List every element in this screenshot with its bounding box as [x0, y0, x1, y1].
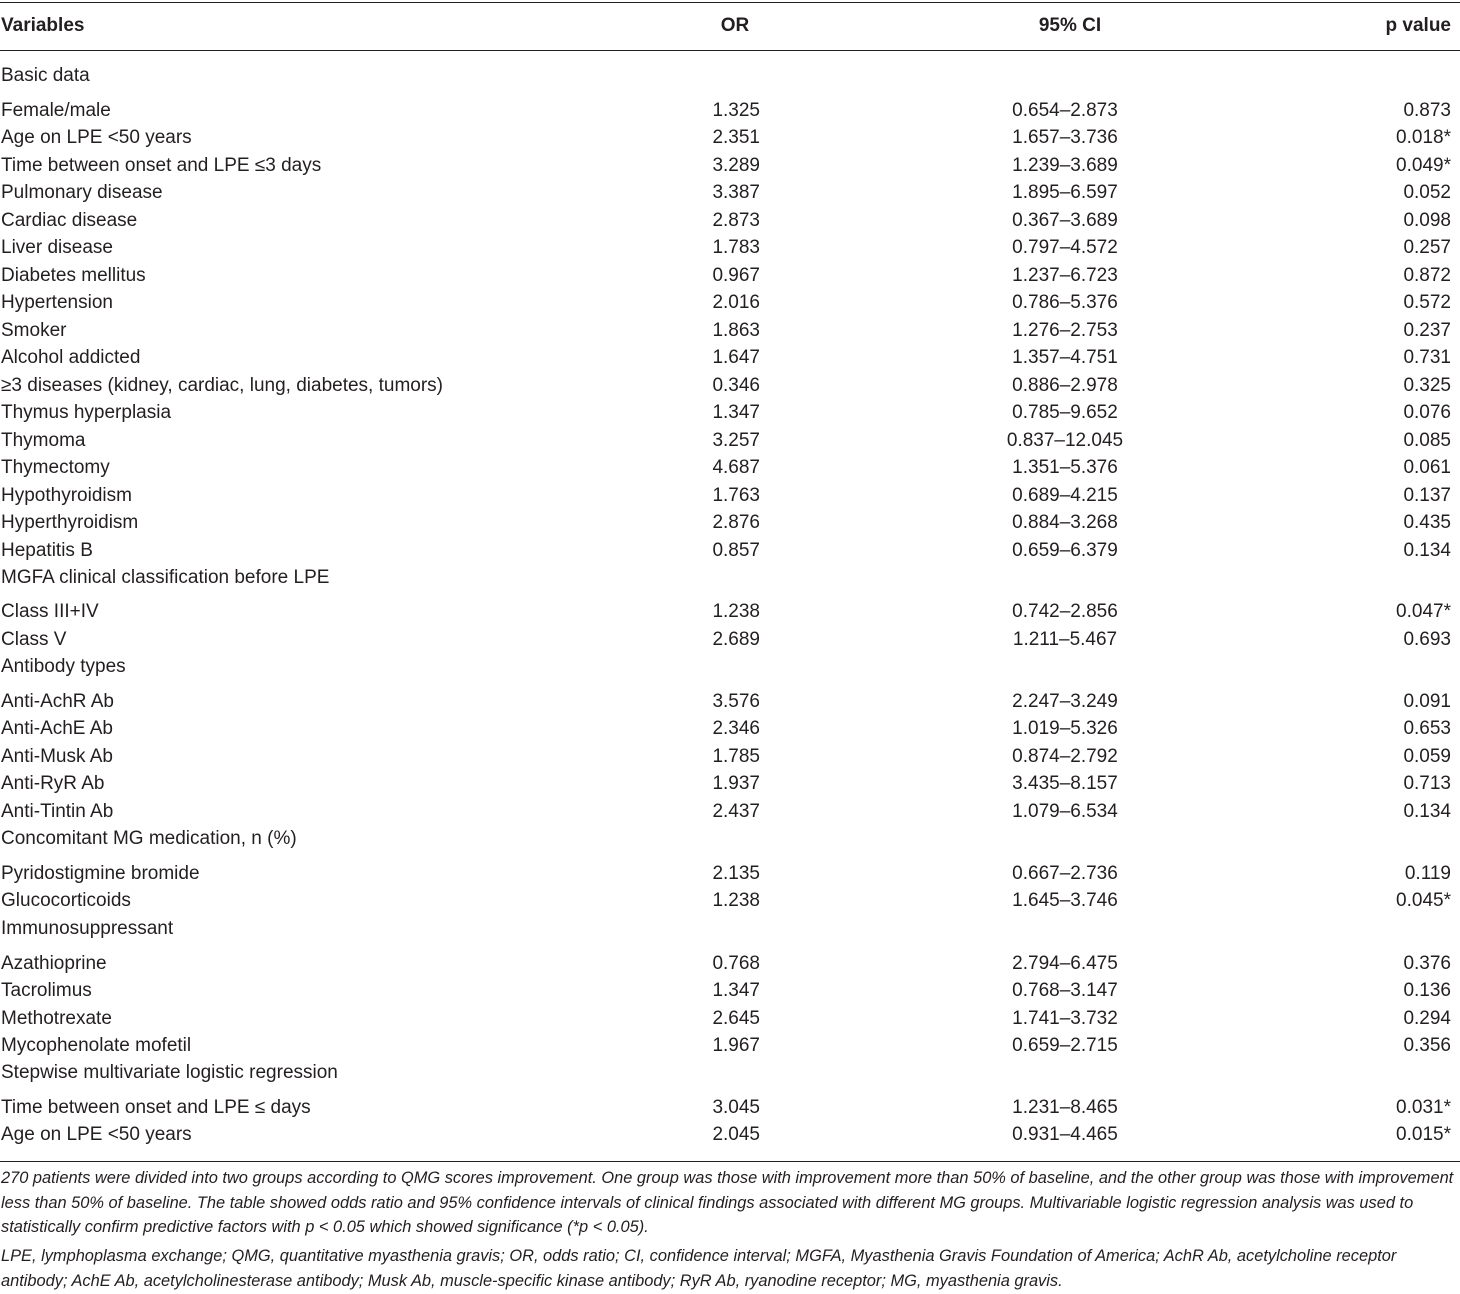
- or-cell: 2.689: [712, 629, 760, 650]
- or-cell: 3.257: [712, 430, 760, 451]
- p-value-cell: 0.873: [1403, 100, 1451, 121]
- table-row: [0, 509, 1460, 537]
- table-row: [0, 977, 1460, 1005]
- ci-cell: 1.657–3.736: [1012, 127, 1118, 148]
- table-row: [0, 1032, 1460, 1060]
- table-row: [0, 715, 1460, 743]
- section-label: Immunosuppressant: [1, 918, 174, 939]
- variable-cell: ≥3 diseases (kidney, cardiac, lung, diabetes, tumors): [1, 375, 444, 396]
- or-cell: 1.763: [712, 485, 760, 506]
- variable-cell: Female/male: [1, 100, 111, 121]
- variable-cell: Thymoma: [1, 430, 86, 451]
- or-cell: 0.857: [712, 540, 760, 561]
- or-cell: 4.687: [712, 457, 760, 478]
- ci-cell: 0.367–3.689: [1012, 210, 1118, 231]
- variable-cell: Alcohol addicted: [1, 347, 141, 368]
- variable-cell: Anti-Musk Ab: [1, 746, 113, 767]
- variable-cell: Hepatitis B: [1, 540, 93, 561]
- ci-cell: 1.645–3.746: [1012, 890, 1118, 911]
- p-value-cell: 0.047*: [1396, 601, 1451, 622]
- p-value-cell: 0.325: [1403, 375, 1451, 396]
- variable-cell: Smoker: [1, 320, 67, 341]
- table-row: [0, 207, 1460, 235]
- footnote-description: 270 patients were divided into two groups according to QMG scores improvement. One group was those with improvement more than 50% of baseline, and the other group was those with improvement less than 50% of baseline. The table showed odds ratio and 95% confidence intervals of clinical findings associated with different MG groups. Multivariable logistic regression analysis was used to statistically confirm predictive factors with p < 0.05 which showed significance (*p < 0.05).: [1, 1169, 1454, 1236]
- p-value-cell: 0.134: [1403, 801, 1451, 822]
- table-header-row: [0, 12, 1460, 40]
- or-cell: 1.647: [712, 347, 760, 368]
- p-value-cell: 0.731: [1403, 347, 1451, 368]
- or-cell: 2.437: [712, 801, 760, 822]
- table-row: [0, 688, 1460, 716]
- table-row: [0, 179, 1460, 207]
- p-value-cell: 0.085: [1403, 430, 1451, 451]
- variable-cell: Pyridostigmine bromide: [1, 863, 200, 884]
- ci-cell: 0.659–6.379: [1012, 540, 1118, 561]
- p-value-cell: 0.572: [1403, 292, 1451, 313]
- variable-cell: Thymus hyperplasia: [1, 402, 172, 423]
- ci-cell: 3.435–8.157: [1012, 773, 1118, 794]
- variable-cell: Hyperthyroidism: [1, 512, 139, 533]
- p-value-cell: 0.257: [1403, 237, 1451, 258]
- or-cell: 1.785: [712, 746, 760, 767]
- or-cell: 2.016: [712, 292, 760, 313]
- variable-cell: Tacrolimus: [1, 980, 92, 1001]
- footnote-abbreviations: LPE, lymphoplasma exchange; QMG, quantitative myasthenia gravis; OR, odds ratio; CI, confidence interval; MGFA, Myasthenia Gravis Foundation of America; AchR Ab, acetylcholine receptor antibody; AchE Ab, acetylcholinesterase antibody; Musk Ab, muscle-specific kinase antibody; RyR Ab, ryanodine receptor; MG, myasthenia gravis.: [1, 1247, 1397, 1290]
- section-label: Antibody types: [1, 656, 126, 677]
- section-heading-row: [0, 915, 1460, 943]
- p-value-cell: 0.091: [1403, 691, 1451, 712]
- or-cell: 2.873: [712, 210, 760, 231]
- or-cell: 3.387: [712, 182, 760, 203]
- table-row: [0, 262, 1460, 290]
- table-row: [0, 798, 1460, 826]
- p-value-cell: 0.076: [1403, 402, 1451, 423]
- variable-cell: Anti-AchE Ab: [1, 718, 113, 739]
- ci-cell: 0.874–2.792: [1012, 746, 1118, 767]
- ci-cell: 0.786–5.376: [1012, 292, 1118, 313]
- variable-cell: Diabetes mellitus: [1, 265, 146, 286]
- table-row: [0, 482, 1460, 510]
- table-row: [0, 770, 1460, 798]
- section-label: MGFA clinical classification before LPE: [1, 567, 330, 588]
- header-ci: 95% CI: [1038, 15, 1102, 36]
- variable-cell: Glucocorticoids: [1, 890, 131, 911]
- variable-cell: Hypothyroidism: [1, 485, 132, 506]
- or-cell: 1.937: [712, 773, 760, 794]
- ci-cell: 1.079–6.534: [1012, 801, 1118, 822]
- or-cell: 2.346: [712, 718, 760, 739]
- section-label: Stepwise multivariate logistic regression: [1, 1062, 338, 1083]
- ci-cell: 1.741–3.732: [1012, 1008, 1118, 1029]
- table-row: [0, 598, 1460, 626]
- ci-cell: 2.794–6.475: [1012, 953, 1118, 974]
- or-cell: 0.768: [712, 953, 760, 974]
- or-cell: 2.645: [712, 1008, 760, 1029]
- table-row: [0, 317, 1460, 345]
- table-row: [0, 97, 1460, 125]
- variable-cell: Anti-AchR Ab: [1, 691, 114, 712]
- ci-cell: 0.654–2.873: [1012, 100, 1118, 121]
- p-value-cell: 0.119: [1404, 863, 1451, 884]
- p-value-cell: 0.061: [1403, 457, 1451, 478]
- p-value-cell: 0.018*: [1396, 127, 1451, 148]
- or-cell: 1.238: [712, 601, 760, 622]
- ci-cell: 0.931–4.465: [1012, 1124, 1118, 1145]
- p-value-cell: 0.059: [1403, 746, 1451, 767]
- variable-cell: Thymectomy: [1, 457, 110, 478]
- header-variables: Variables: [1, 15, 85, 36]
- variable-cell: Time between onset and LPE ≤3 days: [1, 155, 322, 176]
- p-value-cell: 0.049*: [1396, 155, 1451, 176]
- or-cell: 1.863: [712, 320, 760, 341]
- ci-cell: 0.689–4.215: [1012, 485, 1118, 506]
- header-or: OR: [720, 15, 750, 36]
- p-value-cell: 0.872: [1403, 265, 1451, 286]
- table-top-rule: [0, 2, 1460, 3]
- section-label: Basic data: [1, 65, 90, 86]
- p-value-cell: 0.134: [1403, 540, 1451, 561]
- section-heading-row: [0, 1059, 1460, 1087]
- table-row: [0, 427, 1460, 455]
- p-value-cell: 0.693: [1403, 629, 1451, 650]
- variable-cell: Anti-RyR Ab: [1, 773, 105, 794]
- variable-cell: Age on LPE <50 years: [1, 127, 192, 148]
- or-cell: 0.967: [712, 265, 760, 286]
- variable-cell: Pulmonary disease: [1, 182, 163, 203]
- ci-cell: 2.247–3.249: [1012, 691, 1118, 712]
- p-value-cell: 0.015*: [1396, 1124, 1451, 1145]
- ci-cell: 0.884–3.268: [1012, 512, 1118, 533]
- section-label: Concomitant MG medication, n (%): [1, 828, 297, 849]
- table-row: [0, 537, 1460, 565]
- table-header-rule: [0, 50, 1460, 51]
- ci-cell: 1.019–5.326: [1012, 718, 1118, 739]
- p-value-cell: 0.098: [1403, 210, 1451, 231]
- ci-cell: 0.659–2.715: [1012, 1035, 1118, 1056]
- p-value-cell: 0.136: [1403, 980, 1451, 1001]
- or-cell: 3.289: [712, 155, 760, 176]
- section-heading-row: [0, 825, 1460, 853]
- table-bottom-rule: [0, 1161, 1460, 1162]
- or-cell: 2.045: [712, 1124, 760, 1145]
- ci-cell: 1.357–4.751: [1012, 347, 1118, 368]
- or-cell: 0.346: [712, 375, 760, 396]
- table-row: [0, 289, 1460, 317]
- p-value-cell: 0.294: [1403, 1008, 1451, 1029]
- p-value-cell: 0.137: [1403, 485, 1451, 506]
- variable-cell: Azathioprine: [1, 953, 107, 974]
- or-cell: 2.135: [712, 863, 760, 884]
- ci-cell: 1.211–5.467: [1012, 629, 1118, 650]
- or-cell: 1.238: [712, 890, 760, 911]
- p-value-cell: 0.435: [1403, 512, 1451, 533]
- p-value-cell: 0.052: [1403, 182, 1451, 203]
- or-cell: 1.325: [712, 100, 760, 121]
- ci-cell: 1.895–6.597: [1012, 182, 1118, 203]
- ci-cell: 1.276–2.753: [1012, 320, 1118, 341]
- ci-cell: 0.785–9.652: [1012, 402, 1118, 423]
- ci-cell: 0.837–12.045: [1006, 430, 1124, 451]
- ci-cell: 0.742–2.856: [1012, 601, 1118, 622]
- variable-cell: Hypertension: [1, 292, 113, 313]
- table-row: [0, 124, 1460, 152]
- or-cell: 1.347: [712, 980, 760, 1001]
- table-row: [0, 1121, 1460, 1149]
- variable-cell: Anti-Tintin Ab: [1, 801, 114, 822]
- ci-cell: 0.797–4.572: [1012, 237, 1118, 258]
- or-cell: 1.967: [712, 1035, 760, 1056]
- table-row: [0, 152, 1460, 180]
- variable-cell: Time between onset and LPE ≤ days: [1, 1097, 311, 1118]
- p-value-cell: 0.237: [1403, 320, 1451, 341]
- variable-cell: Methotrexate: [1, 1008, 112, 1029]
- variable-cell: Mycophenolate mofetil: [1, 1035, 192, 1056]
- table-row: [0, 860, 1460, 888]
- ci-cell: 1.231–8.465: [1012, 1097, 1118, 1118]
- ci-cell: 1.351–5.376: [1012, 457, 1118, 478]
- p-value-cell: 0.713: [1403, 773, 1451, 794]
- table-row: [0, 1005, 1460, 1033]
- or-cell: 1.347: [712, 402, 760, 423]
- table-row: [0, 344, 1460, 372]
- variable-cell: Age on LPE <50 years: [1, 1124, 192, 1145]
- section-heading-row: [0, 62, 1460, 90]
- ci-cell: 1.237–6.723: [1012, 265, 1118, 286]
- ci-cell: 0.886–2.978: [1012, 375, 1118, 396]
- or-cell: 3.045: [712, 1097, 760, 1118]
- or-cell: 2.351: [712, 127, 760, 148]
- table-row: [0, 950, 1460, 978]
- p-value-cell: 0.376: [1403, 953, 1451, 974]
- header-p-value: p value: [1385, 15, 1451, 36]
- variable-cell: Class III+IV: [1, 601, 99, 622]
- p-value-cell: 0.031*: [1396, 1097, 1451, 1118]
- table-row: [0, 372, 1460, 400]
- table-row: [0, 399, 1460, 427]
- section-heading-row: [0, 653, 1460, 681]
- section-heading-row: [0, 564, 1460, 592]
- variable-cell: Liver disease: [1, 237, 113, 258]
- ci-cell: 0.768–3.147: [1012, 980, 1118, 1001]
- or-cell: 3.576: [712, 691, 760, 712]
- table-row: [0, 887, 1460, 915]
- variable-cell: Class V: [1, 629, 67, 650]
- p-value-cell: 0.045*: [1396, 890, 1451, 911]
- or-cell: 1.783: [712, 237, 760, 258]
- table-row: [0, 743, 1460, 771]
- variable-cell: Cardiac disease: [1, 210, 138, 231]
- table-row: [0, 454, 1460, 482]
- table-row: [0, 626, 1460, 654]
- table-row: [0, 1094, 1460, 1122]
- table-row: [0, 234, 1460, 262]
- ci-cell: 1.239–3.689: [1012, 155, 1118, 176]
- p-value-cell: 0.653: [1403, 718, 1451, 739]
- ci-cell: 0.667–2.736: [1012, 863, 1118, 884]
- p-value-cell: 0.356: [1403, 1035, 1451, 1056]
- or-cell: 2.876: [712, 512, 760, 533]
